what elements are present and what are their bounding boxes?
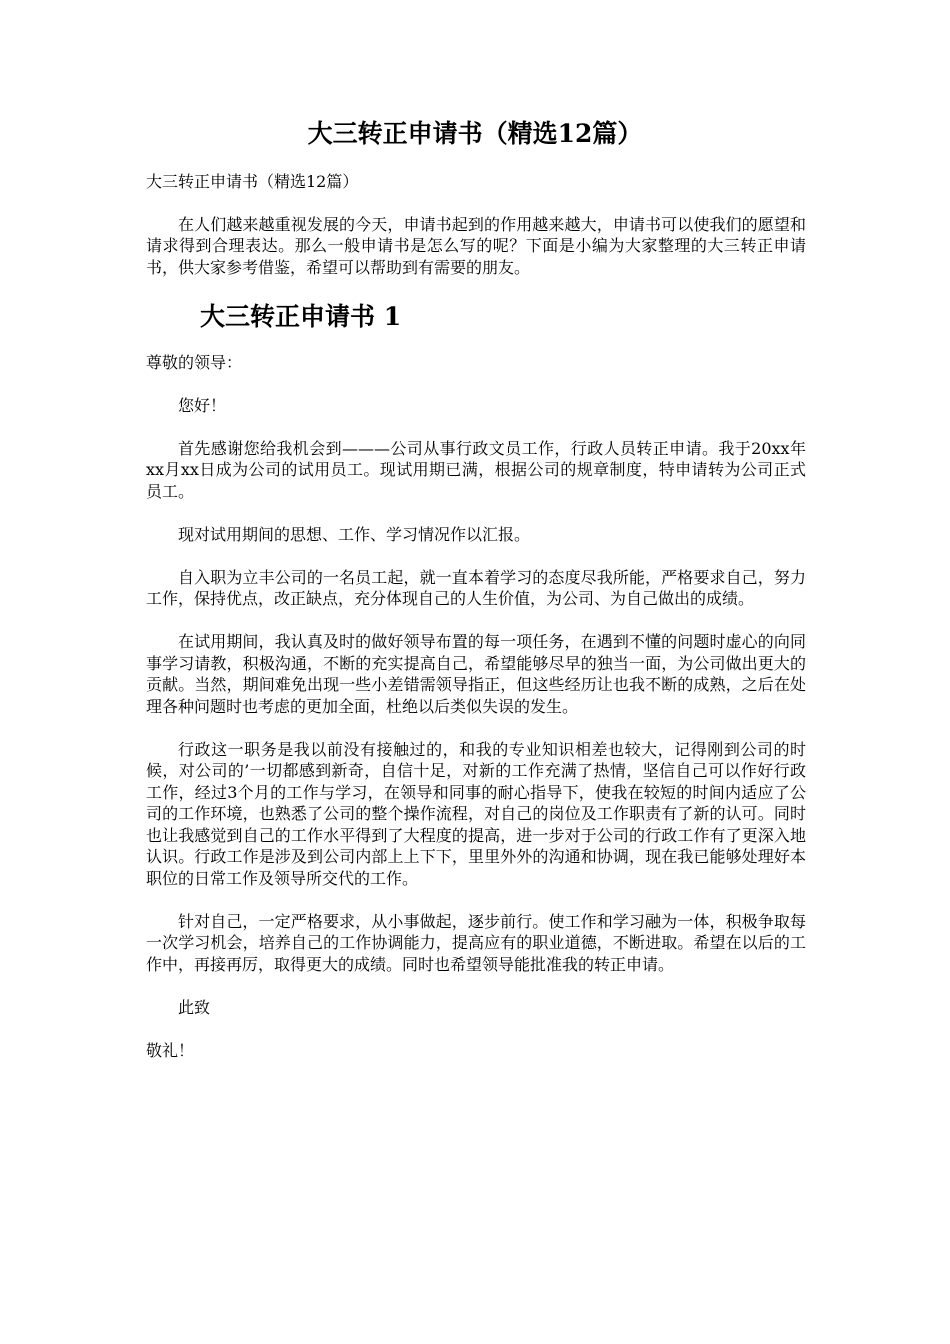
body-paragraph: 在试用期间，我认真及时的做好领导布置的每一项任务，在遇到不懂的问题时虚心的向同事学习请教，积极沟通，不断的充实提高自己，希望能够尽早的独当一面，为公司做出更大的贡献。当然，期间难免出现一些小差错需领导指正，但这些经历让也我不断的成熟，之后在处理各种问题时也考虑的更加全面，杜绝以后类似失误的发生。 (146, 632, 806, 716)
body-paragraph: 首先感谢您给我机会到———公司从事行政文员工作，行政人员转正申请。我于20xx年xx月xx日成为公司的试用员工。现试用期已满，根据公司的规章制度，特申请转为公司正式员工。 (146, 438, 806, 501)
closing-line: 此致 (178, 997, 211, 1017)
greeting: 您好！ (178, 395, 227, 415)
document-body (146, 171, 806, 1083)
document-subtitle: 大三转正申请书（精选12篇） (146, 172, 359, 191)
intro-paragraph: 在人们越来越重视发展的今天，申请书起到的作用越来越大，申请书可以使我们的愿望和请求得到合理表达。那么一般申请书是怎么写的呢？下面是小编为大家整理的大三转正申请书，供大家参考借鉴，希望可以帮助到有需要的朋友。 (146, 214, 806, 277)
salute-line: 敬礼！ (146, 1040, 195, 1060)
body-paragraph: 自入职为立丰公司的一名员工起，就一直本着学习的态度尽我所能，严格要求自己，努力工作，保持优点，改正缺点，充分体现自己的人生价值，为公司、为自己做出的成绩。 (146, 567, 806, 608)
document-title: 大三转正申请书（精选12篇） (307, 119, 643, 148)
body-paragraph: 现对试用期间的思想、工作、学习情况作以汇报。 (178, 524, 531, 544)
section-heading: 大三转正申请书 1 (200, 301, 402, 331)
salutation: 尊敬的领导： (146, 352, 243, 372)
body-paragraph: 针对自己，一定严格要求，从小事做起，逐步前行。使工作和学习融为一体，积极争取每一次学习机会，培养自己的工作协调能力，提高应有的职业道德，不断进取。希望在以后的工作中，再接再厉，取得更大的成绩。同时也希望领导能批准我的转正申请。 (146, 911, 806, 974)
body-paragraph: 行政这一职务是我以前没有接触过的，和我的专业知识相差也较大，记得刚到公司的时候，对公司的’一切都感到新奇，自信十足，对新的工作充满了热情，坚信自己可以作好行政工作，经过3个月的工作与学习，在领导和同事的耐心指导下，使我在较短的时间内适应了公司的工作环境，也熟悉了公司的整个操作流程，对自己的岗位及工作职责有了新的认可。同时也让我感觉到自己的工作水平得到了大程度的提高，进一步对于公司的行政工作有了更深入地认识。行政工作是涉及到公司内部上上下下，里里外外的沟通和协调，现在我已能够处理好本职位的日常工作及领导所交代的工作。 (146, 739, 806, 888)
